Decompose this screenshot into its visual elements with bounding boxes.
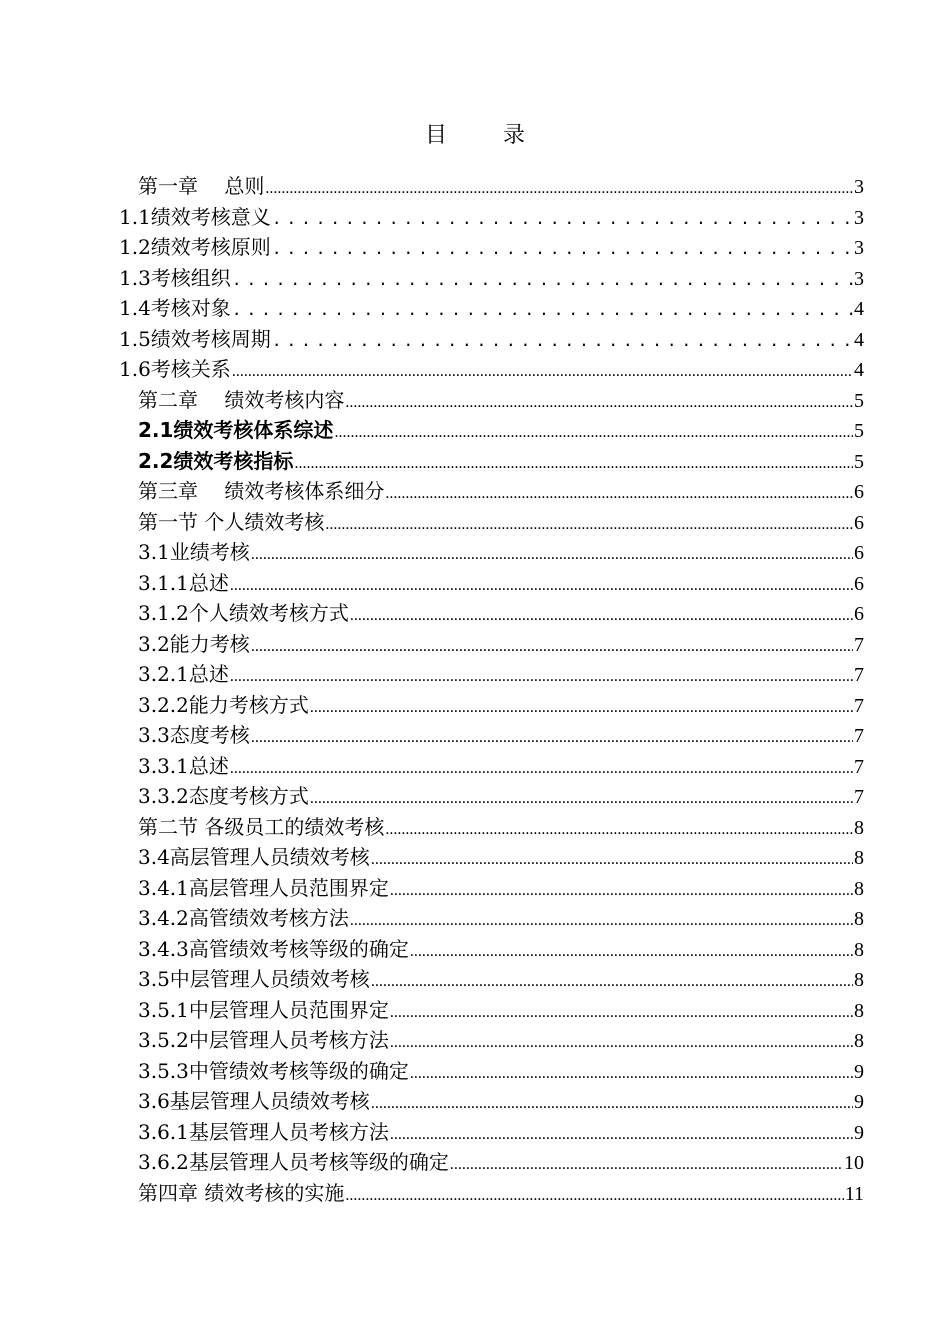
toc-entry-3-4-3[interactable]: [0, 934, 950, 965]
toc-entry-3-2-2[interactable]: [0, 690, 950, 721]
toc-entry-page: 11: [844, 1182, 864, 1205]
toc-entry-page: 5: [854, 450, 864, 473]
toc-entry-page: 7: [854, 664, 864, 686]
dot-leader: [350, 906, 853, 937]
toc-entry-section-1[interactable]: [0, 507, 950, 538]
dot-leader: [251, 632, 853, 663]
dot-leader: [251, 723, 853, 754]
toc-entry-page: 7: [854, 786, 864, 808]
toc-entry-page: 6: [854, 542, 864, 564]
toc-entry-label: 3.2能力考核: [138, 631, 250, 656]
dot-leader: [410, 937, 853, 968]
toc-entry-3-1[interactable]: [0, 537, 950, 568]
toc-title: [0, 118, 950, 154]
toc-entry-3-4[interactable]: [0, 842, 950, 873]
toc-entry-page: 9: [854, 1091, 864, 1113]
toc-entry-page: 9: [854, 1060, 864, 1083]
dot-leader: [251, 540, 853, 571]
toc-entry-1-2[interactable]: [0, 232, 950, 263]
dot-leader: [265, 174, 853, 205]
toc-entry-page: 7: [854, 633, 864, 656]
dot-leader: [390, 1120, 853, 1151]
toc-entry-label: 1.3考核组织: [119, 265, 231, 290]
toc-entry-3-5-1[interactable]: [0, 995, 950, 1026]
toc-entry-chapter-2[interactable]: [0, 385, 950, 416]
toc-entry-page: 4: [854, 298, 864, 320]
toc-entry-label: 3.5.3中管绩效考核等级的确定: [138, 1058, 409, 1083]
dot-leader: [385, 815, 853, 846]
dot-leader: [230, 754, 853, 785]
dot-leader: [390, 1028, 853, 1059]
dot-leader: [410, 1059, 853, 1090]
toc-entry-label: 3.3.1总述: [138, 753, 229, 778]
toc-entry-label: 3.5中层管理人员绩效考核: [138, 967, 370, 991]
toc-entry-label: 3.5.1中层管理人员范围界定: [138, 997, 389, 1022]
toc-entry-3-5-2[interactable]: [0, 1025, 950, 1056]
toc-entry-1-6[interactable]: [0, 354, 950, 385]
dot-leader: [390, 876, 853, 907]
toc-entry-page: 6: [854, 603, 864, 625]
toc-entry-label: 第一章 总则: [138, 174, 265, 198]
dot-leader: [232, 357, 853, 388]
toc-entry-3-2[interactable]: [0, 629, 950, 660]
toc-title-part1: 目: [424, 123, 447, 148]
toc-entry-page: 8: [854, 877, 864, 900]
dot-leader: [294, 449, 853, 480]
toc-entry-label: 1.6考核关系: [119, 357, 231, 381]
toc-entry-label: 3.4.2高管绩效考核方法: [138, 906, 349, 930]
toc-entry-label: 3.3.2态度考核方式: [138, 784, 309, 808]
dot-leader: [230, 662, 853, 693]
dot-leader: [350, 601, 853, 632]
toc-entry-page: 8: [854, 1030, 864, 1052]
toc-entry-3-4-2[interactable]: [0, 903, 950, 934]
toc-entry-label: 3.6基层管理人员绩效考核: [138, 1089, 370, 1113]
toc-entry-page: 10: [844, 1152, 864, 1174]
toc-entry-label: 1.5绩效考核周期: [119, 326, 271, 351]
toc-entry-label: 2.2绩效考核指标: [138, 448, 294, 473]
toc-title-part2: 录: [503, 123, 526, 148]
toc-entry-page: 4: [854, 328, 864, 351]
toc-entry-label: 第四章 绩效考核的实施: [138, 1180, 345, 1205]
toc-entry-page: 3: [854, 267, 864, 290]
toc-entry-label: 3.6.2基层管理人员考核等级的确定: [138, 1150, 449, 1174]
toc-entry-3-4-1[interactable]: [0, 873, 950, 904]
toc-entry-label: 3.2.2能力考核方式: [138, 692, 309, 717]
toc-entry-1-3[interactable]: [0, 263, 950, 294]
toc-entry-page: 8: [854, 816, 864, 839]
toc-entry-page: 4: [854, 359, 864, 381]
dot-leader: [385, 479, 853, 510]
toc-entry-page: 6: [854, 572, 864, 595]
toc-entry-label: 第一节 个人绩效考核: [138, 509, 325, 534]
toc-entry-3-6[interactable]: [0, 1086, 950, 1117]
toc-entry-page: 8: [854, 908, 864, 930]
toc-entry-page: 8: [854, 969, 864, 991]
toc-entry-3-6-1[interactable]: [0, 1117, 950, 1148]
toc-entry-3-3-1[interactable]: [0, 751, 950, 782]
toc-entry-page: 8: [854, 938, 864, 961]
dot-leader: [371, 967, 853, 998]
dot-leader: [325, 510, 853, 541]
toc-entry-label: 1.2绩效考核原则: [119, 235, 271, 259]
toc-entry-page: 8: [854, 847, 864, 869]
toc-entry-page: 6: [854, 511, 864, 534]
toc-entry-label: 3.1业绩考核: [138, 540, 250, 564]
toc-entry-3-3-2[interactable]: [0, 781, 950, 812]
dot-leader: [272, 204, 853, 235]
toc-entry-3-6-2[interactable]: [0, 1147, 950, 1178]
toc-entry-label: 3.1.1总述: [138, 570, 229, 595]
dot-leader: [310, 784, 853, 815]
dot-leader: [390, 998, 853, 1029]
toc-entry-page: 3: [854, 206, 864, 229]
dot-leader: [371, 1089, 853, 1120]
toc-entry-label: 3.5.2中层管理人员考核方法: [138, 1028, 389, 1052]
dot-leader: [345, 388, 853, 419]
toc-entry-1-5[interactable]: [0, 324, 950, 355]
toc-entry-label: 3.1.2个人绩效考核方式: [138, 601, 349, 625]
toc-entry-page: 8: [854, 999, 864, 1022]
toc-entry-chapter-3[interactable]: [0, 476, 950, 507]
dot-leader: [272, 326, 853, 357]
toc-entry-3-5-3[interactable]: [0, 1056, 950, 1087]
toc-entry-page: 5: [854, 389, 864, 412]
toc-entry-label: 3.3态度考核: [138, 723, 250, 747]
toc-entry-1-1[interactable]: [0, 202, 950, 233]
toc-entry-label: 3.2.1总述: [138, 662, 229, 686]
toc-entry-3-1-2[interactable]: [0, 598, 950, 629]
toc-entry-page: 7: [854, 694, 864, 717]
toc-entry-page: 5: [854, 420, 864, 442]
toc-entry-label: 3.4高层管理人员绩效考核: [138, 845, 370, 869]
toc-entry-2-1[interactable]: [0, 415, 950, 446]
toc-entry-3-5[interactable]: [0, 964, 950, 995]
dot-leader: [232, 295, 853, 326]
toc-entry-chapter-1[interactable]: [0, 171, 950, 202]
toc-entry-3-1-1[interactable]: [0, 568, 950, 599]
toc-entry-label: 3.6.1基层管理人员考核方法: [138, 1119, 389, 1144]
dot-leader: [232, 265, 853, 296]
dot-leader: [334, 418, 853, 449]
toc-entry-label: 第二章 绩效考核内容: [138, 387, 345, 412]
toc-entry-label: 1.1绩效考核意义: [119, 204, 271, 229]
dot-leader: [272, 234, 853, 265]
toc-entry-page: 3: [854, 237, 864, 259]
toc-entry-label: 第三章 绩效考核体系细分: [138, 479, 385, 503]
toc-entry-3-3[interactable]: [0, 720, 950, 751]
toc-entry-page: 6: [854, 481, 864, 503]
toc-entry-label: 1.4考核对象: [119, 296, 231, 320]
toc-entry-3-2-1[interactable]: [0, 659, 950, 690]
dot-leader: [371, 845, 853, 876]
dot-leader: [310, 693, 853, 724]
toc-entry-section-2[interactable]: [0, 812, 950, 843]
toc-entry-page: 7: [854, 755, 864, 778]
toc-entry-label: 3.4.3高管绩效考核等级的确定: [138, 936, 409, 961]
toc-entry-label: 第二节 各级员工的绩效考核: [138, 814, 385, 839]
toc-entry-chapter-4[interactable]: [0, 1178, 950, 1209]
toc-entry-1-4[interactable]: [0, 293, 950, 324]
toc-entry-page: 9: [854, 1121, 864, 1144]
toc-entry-2-2[interactable]: [0, 446, 950, 477]
toc-list: [0, 171, 950, 1208]
dot-leader: [345, 1181, 843, 1212]
toc-entry-page: 3: [854, 176, 864, 198]
toc-entry-label: 2.1绩效考核体系综述: [138, 418, 334, 442]
dot-leader: [230, 571, 853, 602]
dot-leader: [450, 1150, 843, 1181]
toc-entry-label: 3.4.1高层管理人员范围界定: [138, 875, 389, 900]
toc-entry-page: 7: [854, 725, 864, 747]
